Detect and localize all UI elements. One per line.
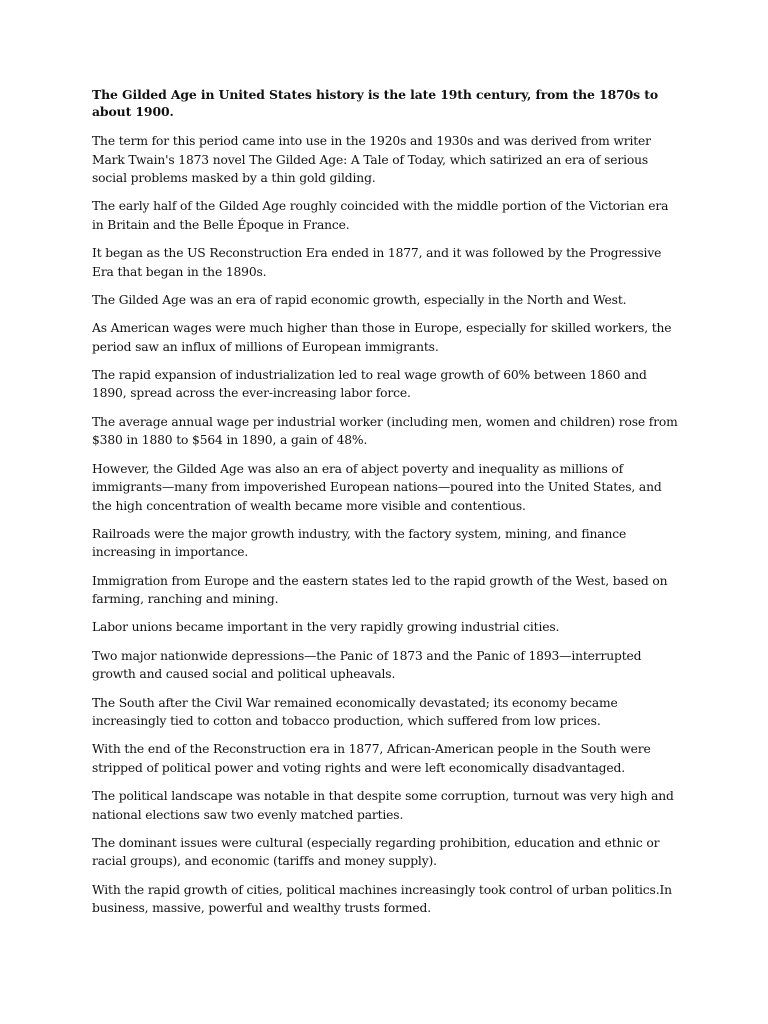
paragraph: As American wages were much higher than those in Europe, especially for skilled workers, the period saw an influx of millions of European immigrants. xyxy=(92,321,672,354)
paragraph: Labor unions became important in the very rapidly growing industrial cities. xyxy=(92,620,560,635)
paragraph: Railroads were the major growth industry, with the factory system, mining, and finance increasing in importance. xyxy=(92,526,627,560)
paragraph: However, the Gilded Age was also an era of abject poverty and inequality as millions of immigrants—many from impoverished European nations—poured into the United States, and the high concentration of wealth became more visible and contentious. xyxy=(92,461,662,513)
paragraph: The Gilded Age was an era of rapid economic growth, especially in the North and West. xyxy=(92,292,627,307)
paragraph: The political landscape was notable in that despite some corruption, turnout was very high and national elections saw two evenly matched parties. xyxy=(92,789,674,822)
paragraph: It began as the US Reconstruction Era ended in 1877, and it was followed by the Progressive Era that began in the 1890s. xyxy=(92,246,662,279)
paragraph: With the end of the Reconstruction era in 1877, African-American people in the South were stripped of political power and voting rights and were left economically disadvantaged. xyxy=(92,742,651,775)
paragraph: The early half of the Gilded Age roughly coincided with the middle portion of the Victorian era in Britain and the Belle Époque in France. xyxy=(92,199,669,232)
paragraph: The dominant issues were cultural (especially regarding prohibition, education and ethnic or racial groups), and economic (tariffs and money supply). xyxy=(92,835,660,869)
paragraph: The term for this period came into use in the 1920s and 1930s and was derived from writer Mark Twain's 1873 novel The Gilded Age: A Tale of Today, which satirized an era of serious social problems masked by a thin gold gilding. xyxy=(92,134,651,185)
paragraph: Two major nationwide depressions—the Panic of 1873 and the Panic of 1893—interrupted growth and caused social and political upheavals. xyxy=(92,648,642,682)
paragraph: The rapid expansion of industrialization led to real wage growth of 60% between 1860 and 1890, spread across the ever-increasing labor force. xyxy=(92,367,647,401)
paragraph: With the rapid growth of cities, political machines increasingly took control of urban politics.In business, massive, powerful and wealthy trusts formed. xyxy=(92,882,672,916)
paragraph: The average annual wage per industrial worker (including men, women and children) rose from $380 in 1880 to $564 in 1890, a gain of 48%. xyxy=(92,414,678,448)
document-page xyxy=(92,86,678,928)
paragraph: Immigration from Europe and the eastern states led to the rapid growth of the West, based on farming, ranching and mining. xyxy=(92,573,668,607)
document-title: The Gilded Age in United States history is the late 19th century, from the 1870s to about 1900. xyxy=(92,87,659,119)
paragraph: The South after the Civil War remained economically devastated; its economy became increasingly tied to cotton and tobacco production, which suffered from low prices. xyxy=(92,695,618,729)
